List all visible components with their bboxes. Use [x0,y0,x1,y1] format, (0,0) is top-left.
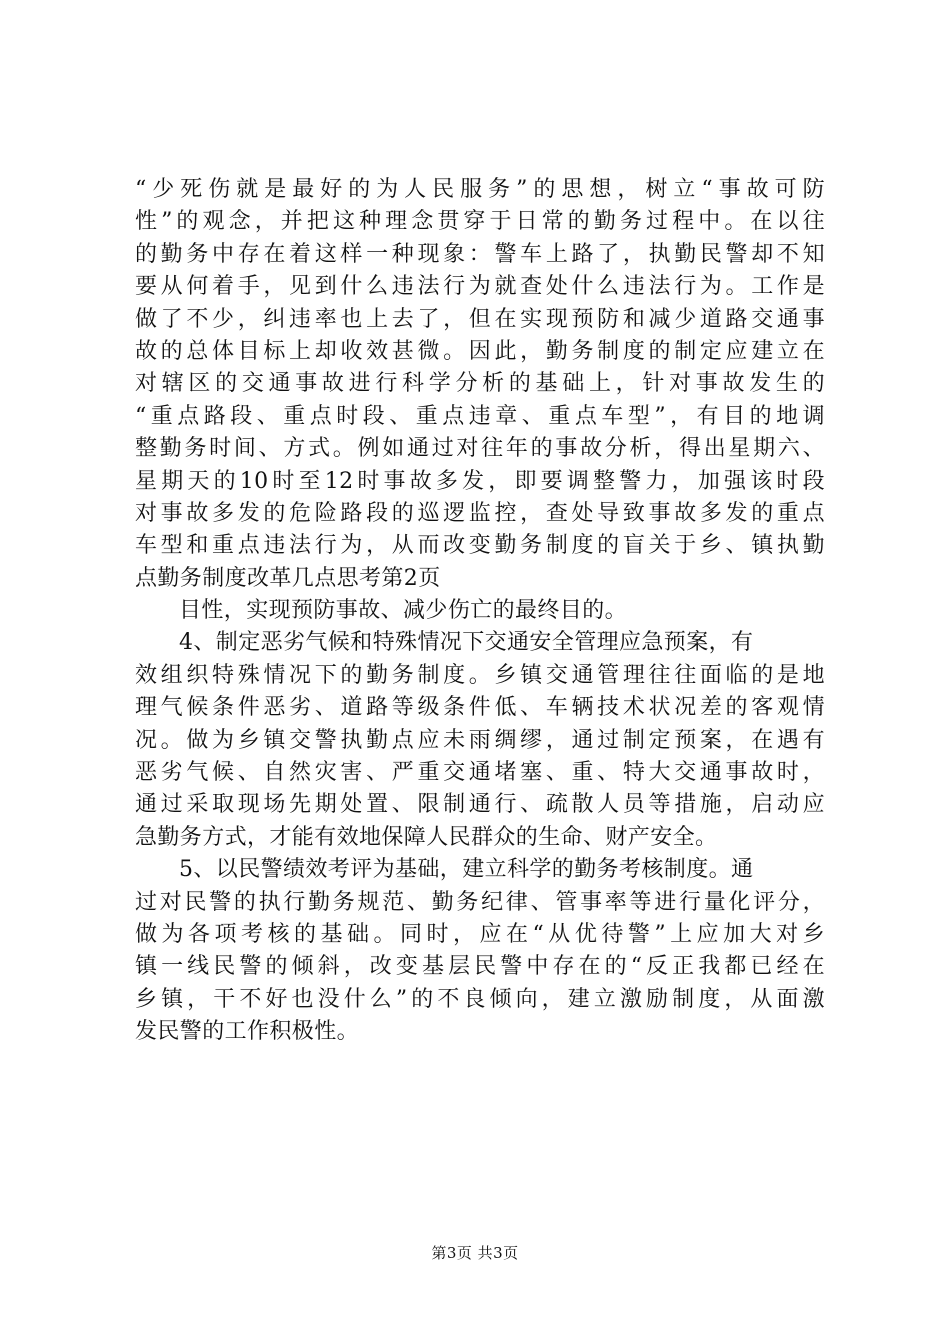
text-line: 恶劣气候、自然灾害、严重交通堵塞、重、特大交通事故时， [135,760,825,786]
text-line: “少死伤就是最好的为人民服务”的思想，树立“事故可防 [135,177,825,202]
text-line: 4、制定恶劣气候和特殊情况下交通安全管理应急预案，有 [179,630,754,656]
text-line: 发民警的工作积极性。 [135,1019,360,1045]
text-line: 故的总体目标上却收效甚微。因此，勤务制度的制定应建立在 [135,338,825,364]
page-footer: 第3页 共3页 [431,1244,519,1262]
text-line: 目性，实现预防事故、减少伤亡的最终目的。 [179,598,628,624]
text-line: 对辖区的交通事故进行科学分析的基础上，针对事故发生的 [135,371,825,397]
text-line: 乡镇，干不好也没什么”的不良倾向，建立激励制度，从面激 [135,986,825,1012]
text-line: 的勤务中存在着这样一种现象：警车上路了，执勤民警却不知 [135,241,825,267]
text-line: “重点路段、重点时段、重点违章、重点车型”，有目的地调 [135,403,825,429]
text-line: 做了不少，纠违率也上去了，但在实现预防和减少道路交通事 [135,306,825,332]
text-line: 星期天的10时至12时事故多发，即要调整警力，加强该时段 [135,468,825,494]
text-line: 对事故多发的危险路段的巡逻监控，查处导致事故多发的重点 [135,500,825,526]
text-line: 通过采取现场先期处置、限制通行、疏散人员等措施，启动应 [135,792,825,818]
text-line: 5、以民警绩效考评为基础，建立科学的勤务考核制度。通 [179,857,754,883]
text-line: 性”的观念，并把这种理念贯穿于日常的勤务过程中。在以往 [135,209,825,235]
text-line: 理气候条件恶劣、道路等级条件低、车辆技术状况差的客观情 [135,695,825,721]
text-line: 做为各项考核的基础。同时，应在“从优待警”上应加大对乡 [135,921,825,947]
text-line: 整勤务时间、方式。例如通过对往年的事故分析，得出星期六、 [135,436,825,462]
text-line: 过对民警的执行勤务规范、勤务纪律、管事率等进行量化评分， [135,889,825,915]
text-line: 镇一线民警的倾斜，改变基层民警中存在的“反正我都已经在 [135,954,825,980]
text-line: 效组织特殊情况下的勤务制度。乡镇交通管理往往面临的是地 [135,662,825,688]
document-body [135,174,825,1049]
text-line: 点勤务制度改革几点思考第2页 [135,565,441,591]
text-line: 车型和重点违法行为，从而改变勤务制度的盲关于乡、镇执勤 [135,533,825,559]
text-line: 急勤务方式，才能有效地保障人民群众的生命、财产安全。 [135,824,718,850]
text-line: 况。做为乡镇交警执勤点应未雨绸缪，通过制定预案，在遇有 [135,727,825,753]
text-line: 要从何着手，见到什么违法行为就查处什么违法行为。工作是 [135,274,825,300]
